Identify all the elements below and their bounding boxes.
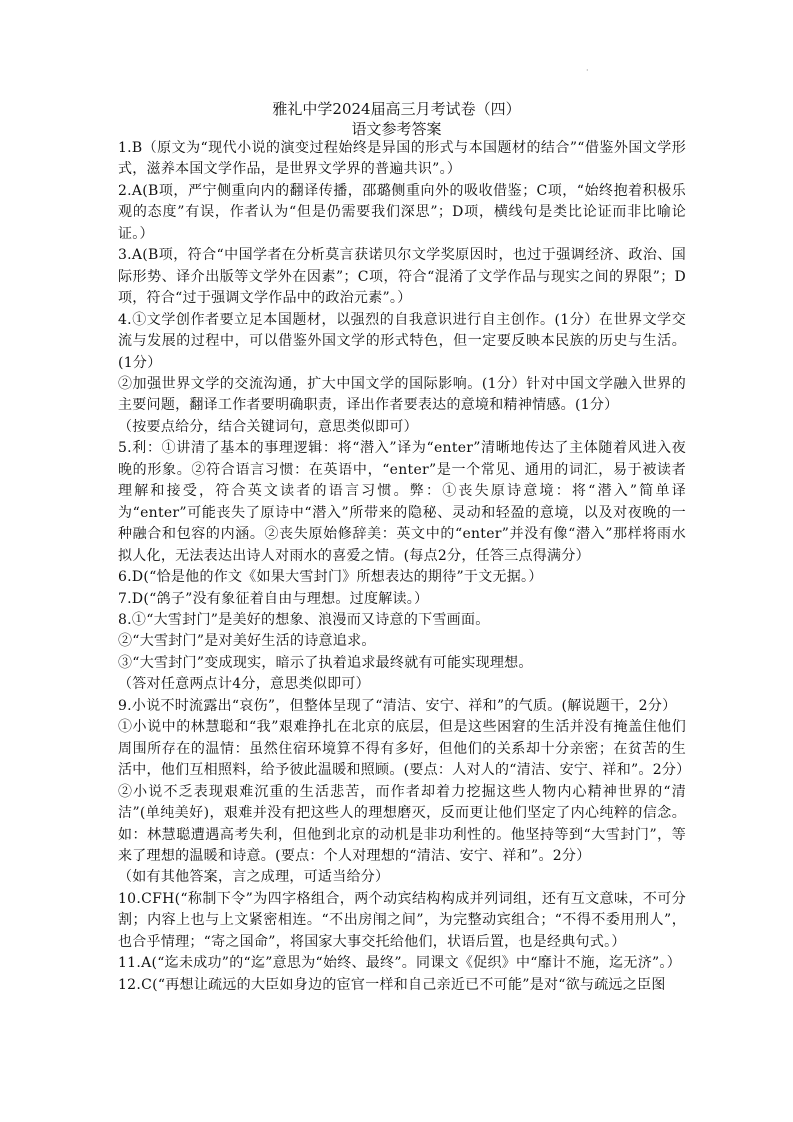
answer-3: 3.A(B项，符合“中国学者在分析莫言获诺贝尔文学奖原因时，也过于强调经济、政治、国际形势、译介出版等文学外在因素”；C项，符合“混淆了文学作品与现实之间的界限”；D项，符合“过于强调文学作品中的政治元素”。） bbox=[118, 247, 686, 307]
answer-8-note: （答对任意两点计4分，意思类似即可） bbox=[118, 676, 370, 693]
answer-9-point-2: ②小说不乏表现艰难沉重的生活悲苦，而作者却着力挖掘这些人物内心精神世界的“清洁”(单纯美好)，艰难并没有把这些人的理想磨灭，反而更让他们坚定了内心纯粹的信念。如：林慧聪遭遇高考失利，但他到北京的动机是非功利性的。他坚持等到“大雪封门”，等来了理想的温暖和诗意。(要点：个人对理想的“清洁、安宁、祥和”。2分） bbox=[118, 783, 686, 864]
answer-9-point-1: ①小说中的林慧聪和“我”艰难挣扎在北京的底层，但是这些困窘的生活并没有掩盖住他们周围所存在的温情：虽然住宿环境算不得有多好，但他们的关系却十分亲密；在贫苦的生活中，他们互相照料，给予彼此温暖和照顾。(要点：人对人的“清洁、安宁、祥和”。2分） bbox=[118, 719, 691, 779]
answer-4-note: （按要点给分，结合关键词句，意思类似即可） bbox=[118, 418, 418, 435]
answer-body bbox=[118, 138, 691, 996]
document-subtitle: 语文参考答案 bbox=[351, 120, 442, 138]
answer-6: 6.D(“恰是他的作文《如果大雪封门》所想表达的期待”于文无据。） bbox=[118, 569, 543, 586]
answer-5: 5.利：①讲清了基本的事理逻辑：将“潜入”译为“enter”清晰地传达了主体随着风进入夜晚的形象。②符合语言习惯：在英语中，“enter”是一个常见、通用的词汇，易于被读者理解和接受，符合英文读者的语言习惯。弊：①丧失原诗意境：将“潜入”简单译为“enter”可能丧失了原诗中“潜入”所带来的隐秘、灵动和轻盈的意境，以及对夜晚的一种融合和包容的内涵。②丧失原始修辞美：英文中的“enter”并没有像“潜入”那样将雨水拟人化，无法表达出诗人对雨水的喜爱之情。(每点2分，任答三点得满分） bbox=[118, 440, 686, 564]
answer-8-point-1: 8.①“大雪封门”是美好的想象、浪漫而又诗意的下雪画面。 bbox=[118, 611, 490, 628]
answer-11: 11.A(“迄未成功”的“迄”意思为“始终、最终”。同课文《促织》中“靡计不施，迄无济”。） bbox=[118, 955, 681, 972]
answer-4-point-2: ②加强世界文学的交流沟通，扩大中国文学的国际影响。(1分）针对中国文学融入世界的主要问题，翻译工作者要明确职责，译出作者要表达的意境和精神情感。(1分） bbox=[118, 375, 686, 414]
answer-9-note: （如有其他答案，言之成理，可适当给分） bbox=[118, 869, 390, 886]
answer-1: 1.B（原文为“现代小说的演变过程始终是异国的形式与本国题材的结合”“借鉴外国文学形式，滋养本国文学作品，是世界文学界的普遍共识”。） bbox=[118, 140, 686, 178]
answer-9: 9.小说不时流露出“哀伤”，但整体呈现了“清洁、安宁、祥和”的气质。(解说题干，2分） bbox=[118, 697, 677, 714]
document-title: 雅礼中学2024届高三月考试卷（四） bbox=[272, 100, 521, 118]
corner-mark: · bbox=[586, 66, 589, 75]
answer-8-point-2: ②“大雪封门”是对美好生活的诗意追求。 bbox=[118, 633, 376, 650]
answer-10: 10.CFH(“称制下令”为四字格组合，两个动宾结构构成并列词组，还有互文意味，不可分割；内容上也与上文紧密相连。“不出房闱之间”，为完整动宾组合；“不得不委用刑人”，也合乎情理；“寄之国命”，将国家大事交托给他们，状语后置，也是经典句式。） bbox=[118, 890, 686, 950]
answer-4-point-1: 4.①文学创作者要立足本国题材，以强烈的自我意识进行自主创作。(1分）在世界文学交流与发展的过程中，可以借鉴外国文学的形式特色，但一定要反映本民族的历史与生活。(1分） bbox=[118, 311, 686, 371]
answer-8-point-3: ③“大雪封门”变成现实，暗示了执着追求最终就有可能实现理想。 bbox=[118, 654, 533, 671]
answer-2: 2.A(B项，严宁侧重向内的翻译传播，邵璐侧重向外的吸收借鉴；C项，“始终抱着积极乐观的态度”有误，作者认为“但是仍需要我们深思”；D项，横线句是类比论证而非比喻论证。） bbox=[118, 182, 686, 242]
answer-12: 12.C(“再想让疏远的大臣如身边的宦官一样和自己亲近已不可能”是对“欲与疏远之臣图 bbox=[118, 976, 666, 993]
answer-7: 7.D(“鸽子”没有象征着自由与理想。过度解读。） bbox=[118, 590, 429, 607]
